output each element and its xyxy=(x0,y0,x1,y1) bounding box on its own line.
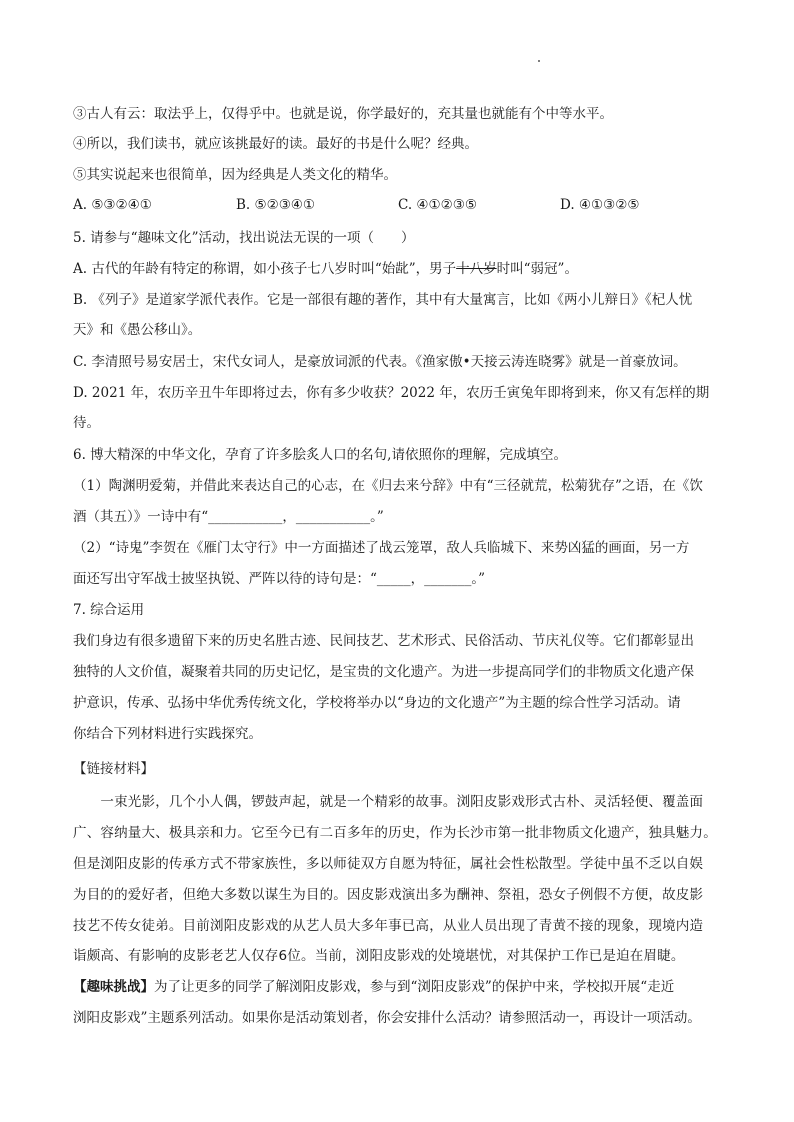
decorative-dot xyxy=(538,60,540,62)
passage-line3: 但是浏阳皮影的传承方式不带家族性，多以师徒双方自愿为特征，属社会性松散型。学徒中虽不乏以自娱 xyxy=(73,856,704,872)
q7-intro-line2: 独特的人文价值，凝聚着共同的历史记忆，是宝贵的文化遗产。为进一步提高同学们的非物质文化遗产保 xyxy=(73,664,694,680)
q6-part1-line2: 酒（其五）》一诗中有“___________，___________。” xyxy=(73,509,384,525)
challenge-text: 为了让更多的同学了解浏阳皮影戏，参与到“浏阳皮影戏”的保护中来，学校拟开展“走近 xyxy=(154,979,675,995)
q7-intro-line4: 你结合下列材料进行实践探究。 xyxy=(73,726,262,742)
challenge-line1 xyxy=(73,977,674,997)
q5-a-text-pre: A. 古代的年龄有特定的称谓，如小孩子七八岁时叫“始龀”，男子 xyxy=(73,261,457,277)
q5-option-d-line1: D. 2021 年，农历辛丑牛年即将过去，你有多少收获？2022 年，农历壬寅兔年即将到来，你又有怎样的期 xyxy=(73,385,710,401)
q5-option-c: C. 李清照号易安居士，宋代女词人，是豪放词派的代表。《渔家傲•天接云涛连晓雾》就是一首豪放词。 xyxy=(73,354,687,370)
q6-part1-line1: （1）陶渊明爱菊，并借此来表达自己的心志，在《归去来兮辞》中有“三径就荒，松菊犹存”之语，在《饮 xyxy=(73,478,703,494)
passage-line4: 为目的的爱好者，但绝大多数以谋生为目的。因皮影戏演出多为酬神、祭祖，恐女子例假不方便，故皮影 xyxy=(73,887,704,903)
q5-a-strikethrough: 十八岁 xyxy=(456,261,497,277)
passage-line6: 诣颇高、有影响的皮影老艺人仅存6位。当前，浏阳皮影戏的处境堪忧，对其保护工作已是迫在眉睫。 xyxy=(73,948,685,964)
passage-line2: 广、容纳量大、极具亲和力。它至今已有二百多年的历史，作为长沙市第一批非物质文化遗产，独具魅力。 xyxy=(73,825,717,841)
link-material-heading: 【链接材料】 xyxy=(73,761,154,777)
q7-intro-line1: 我们身边有很多遗留下来的历史名胜古迹、民间技艺、艺术形式、民俗活动、节庆礼仪等。它们都彰显出 xyxy=(73,633,694,649)
passage-line1: 一束光影，几个小人偶，锣鼓声起，就是一个精彩的故事。浏阳皮影戏形式古朴、灵活轻便、覆盖面 xyxy=(73,794,704,810)
q5-option-b-line2: 天》和《愚公移山》。 xyxy=(73,322,202,338)
q4-options xyxy=(73,197,733,217)
q5-stem: 5. 请参与“趣味文化”活动，找出说法无误的一项（ ） xyxy=(73,230,415,246)
q4-item-5: ⑤其实说起来也很简单，因为经典是人类文化的精华。 xyxy=(73,167,397,183)
passage-line5: 技艺不传女徒弟。目前浏阳皮影戏的从艺人员大多年事已高，从业人员出现了青黄不接的现象，现境内造 xyxy=(73,918,704,934)
q4-item-4: ④所以，我们读书，就应该挑最好的读。最好的书是什么呢？经典。 xyxy=(73,136,478,152)
q6-part2-line2: 面还写出守军战士披坚执锐、严阵以待的诗句是：“_____，_______。” xyxy=(73,571,486,587)
challenge-line2: 浏阳皮影戏”主题系列活动。如果你是活动策划者，你会安排什么活动？请参照活动一，再设计一项活动。 xyxy=(73,1010,701,1026)
q5-a-text-post: 时叫“弱冠”。 xyxy=(496,261,578,277)
q7-intro-line3: 护意识，传承、弘扬中华优秀传统文化，学校将举办以“身边的文化遗产”为主题的综合性学习活动。请 xyxy=(73,695,681,711)
q5-option-d-line2: 待。 xyxy=(73,415,100,431)
q6-stem: 6. 博大精深的中华文化，孕育了许多脍炙人口的名句,请依照你的理解，完成填空。 xyxy=(73,447,567,463)
q5-option-b-line1: B. 《列子》是道家学派代表作。它是一部很有趣的著作，其中有大量寓言，比如《两小儿辩日》《杞人忧 xyxy=(73,292,693,308)
q7-title: 7. 综合运用 xyxy=(73,602,145,618)
q4-option-d: D. ④①③②⑤ xyxy=(560,197,640,213)
q4-item-3: ③古人有云：取法乎上，仅得乎中。也就是说，你学最好的，充其量也就能有个中等水平。 xyxy=(73,106,613,122)
q4-option-c: C. ④①②③⑤ xyxy=(398,197,477,213)
q4-option-b: B. ⑤②③④① xyxy=(236,197,316,213)
q5-option-a xyxy=(73,259,578,279)
challenge-heading: 【趣味挑战】 xyxy=(73,979,154,995)
q4-option-a: A. ⑤③②④① xyxy=(73,197,152,213)
q6-part2-line1: （2）“诗鬼”李贺在《雁门太守行》中一方面描述了战云笼罩，敌人兵临城下、来势凶猛的画面，另一方 xyxy=(73,540,690,556)
